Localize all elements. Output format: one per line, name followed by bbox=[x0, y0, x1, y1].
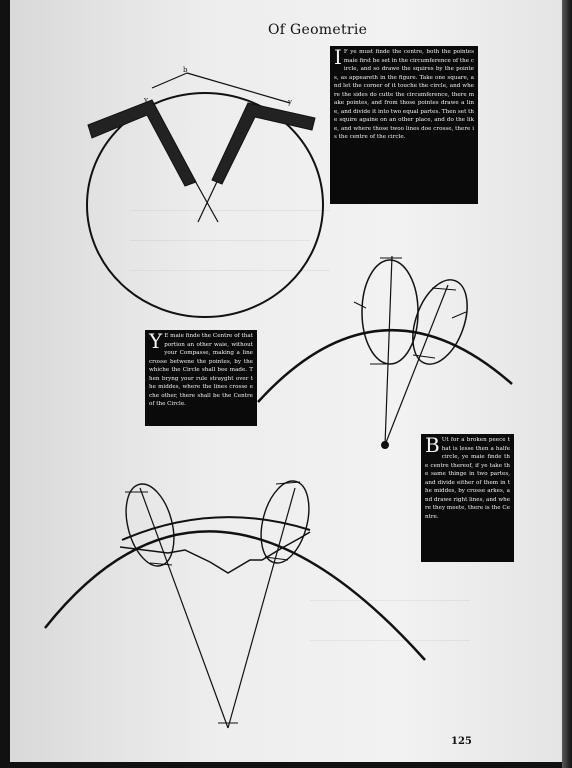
label-y-right: y bbox=[288, 98, 292, 106]
text-block-3 bbox=[421, 434, 514, 562]
carpenter-square-left bbox=[88, 100, 196, 186]
page-number: 125 bbox=[451, 736, 472, 747]
drop-cap: B bbox=[425, 434, 440, 457]
arc bbox=[258, 330, 512, 402]
tick bbox=[354, 302, 366, 308]
vesica-left bbox=[118, 479, 182, 572]
drop-cap: I bbox=[334, 46, 342, 69]
label-b: b bbox=[183, 66, 188, 74]
paragraph-text: E maie finde the Centre of that portion an other waie, without your Compasse, making a line crosse betwene the pointes, by the whiche the Circle shall bee made. Then bryng your rule strayght over the middes, where the lines crosse eche other, there shall be the Centre of the Circle. bbox=[149, 333, 253, 408]
page-title: Of Geometrie bbox=[268, 22, 368, 38]
text-block-1 bbox=[330, 46, 478, 204]
carpenter-square-right bbox=[212, 103, 315, 184]
tick bbox=[432, 288, 456, 290]
paragraph-text: Ut for a broken peece that is lesse then a halfe circle, ye maie finde the centre thereof, if ye take the same thinge in two partes, and divide either of them in the middes, by crosse arkes, and drawe right lines, and where they meete, there is the Centre. bbox=[425, 437, 511, 520]
bisector-left bbox=[140, 488, 228, 728]
figure-arc-with-bisectors bbox=[258, 256, 512, 449]
drop-cap: Y bbox=[149, 330, 163, 353]
tick bbox=[452, 312, 466, 318]
chord-left bbox=[152, 73, 187, 88]
text-block-2 bbox=[145, 330, 257, 426]
centre-point bbox=[382, 442, 389, 449]
paragraph-text: F ye must finde the centre, both the pointes maie first be set in the circumference of the circle, and so drawe the squires by the pointes, as appeareth in the figure. Take one square, and let the corner of it touche the circle, and where the sides do cutte the circumference, there make pointes, and from those pointes drawe a line, and divide it into two equal partes. Then set the squire againe on an other place, and do the like, and where those twoo lines doe crosse, there is the centre of the circle. bbox=[334, 49, 474, 141]
vesica-right bbox=[402, 272, 477, 371]
bisector-line-2 bbox=[385, 285, 448, 445]
large-circle bbox=[87, 93, 323, 317]
label-y-left: y bbox=[144, 96, 148, 104]
figure-circle-with-squares bbox=[87, 73, 323, 317]
figure-broken-arc bbox=[45, 476, 425, 728]
large-arc bbox=[45, 531, 425, 660]
bisector-line-1 bbox=[385, 256, 392, 445]
